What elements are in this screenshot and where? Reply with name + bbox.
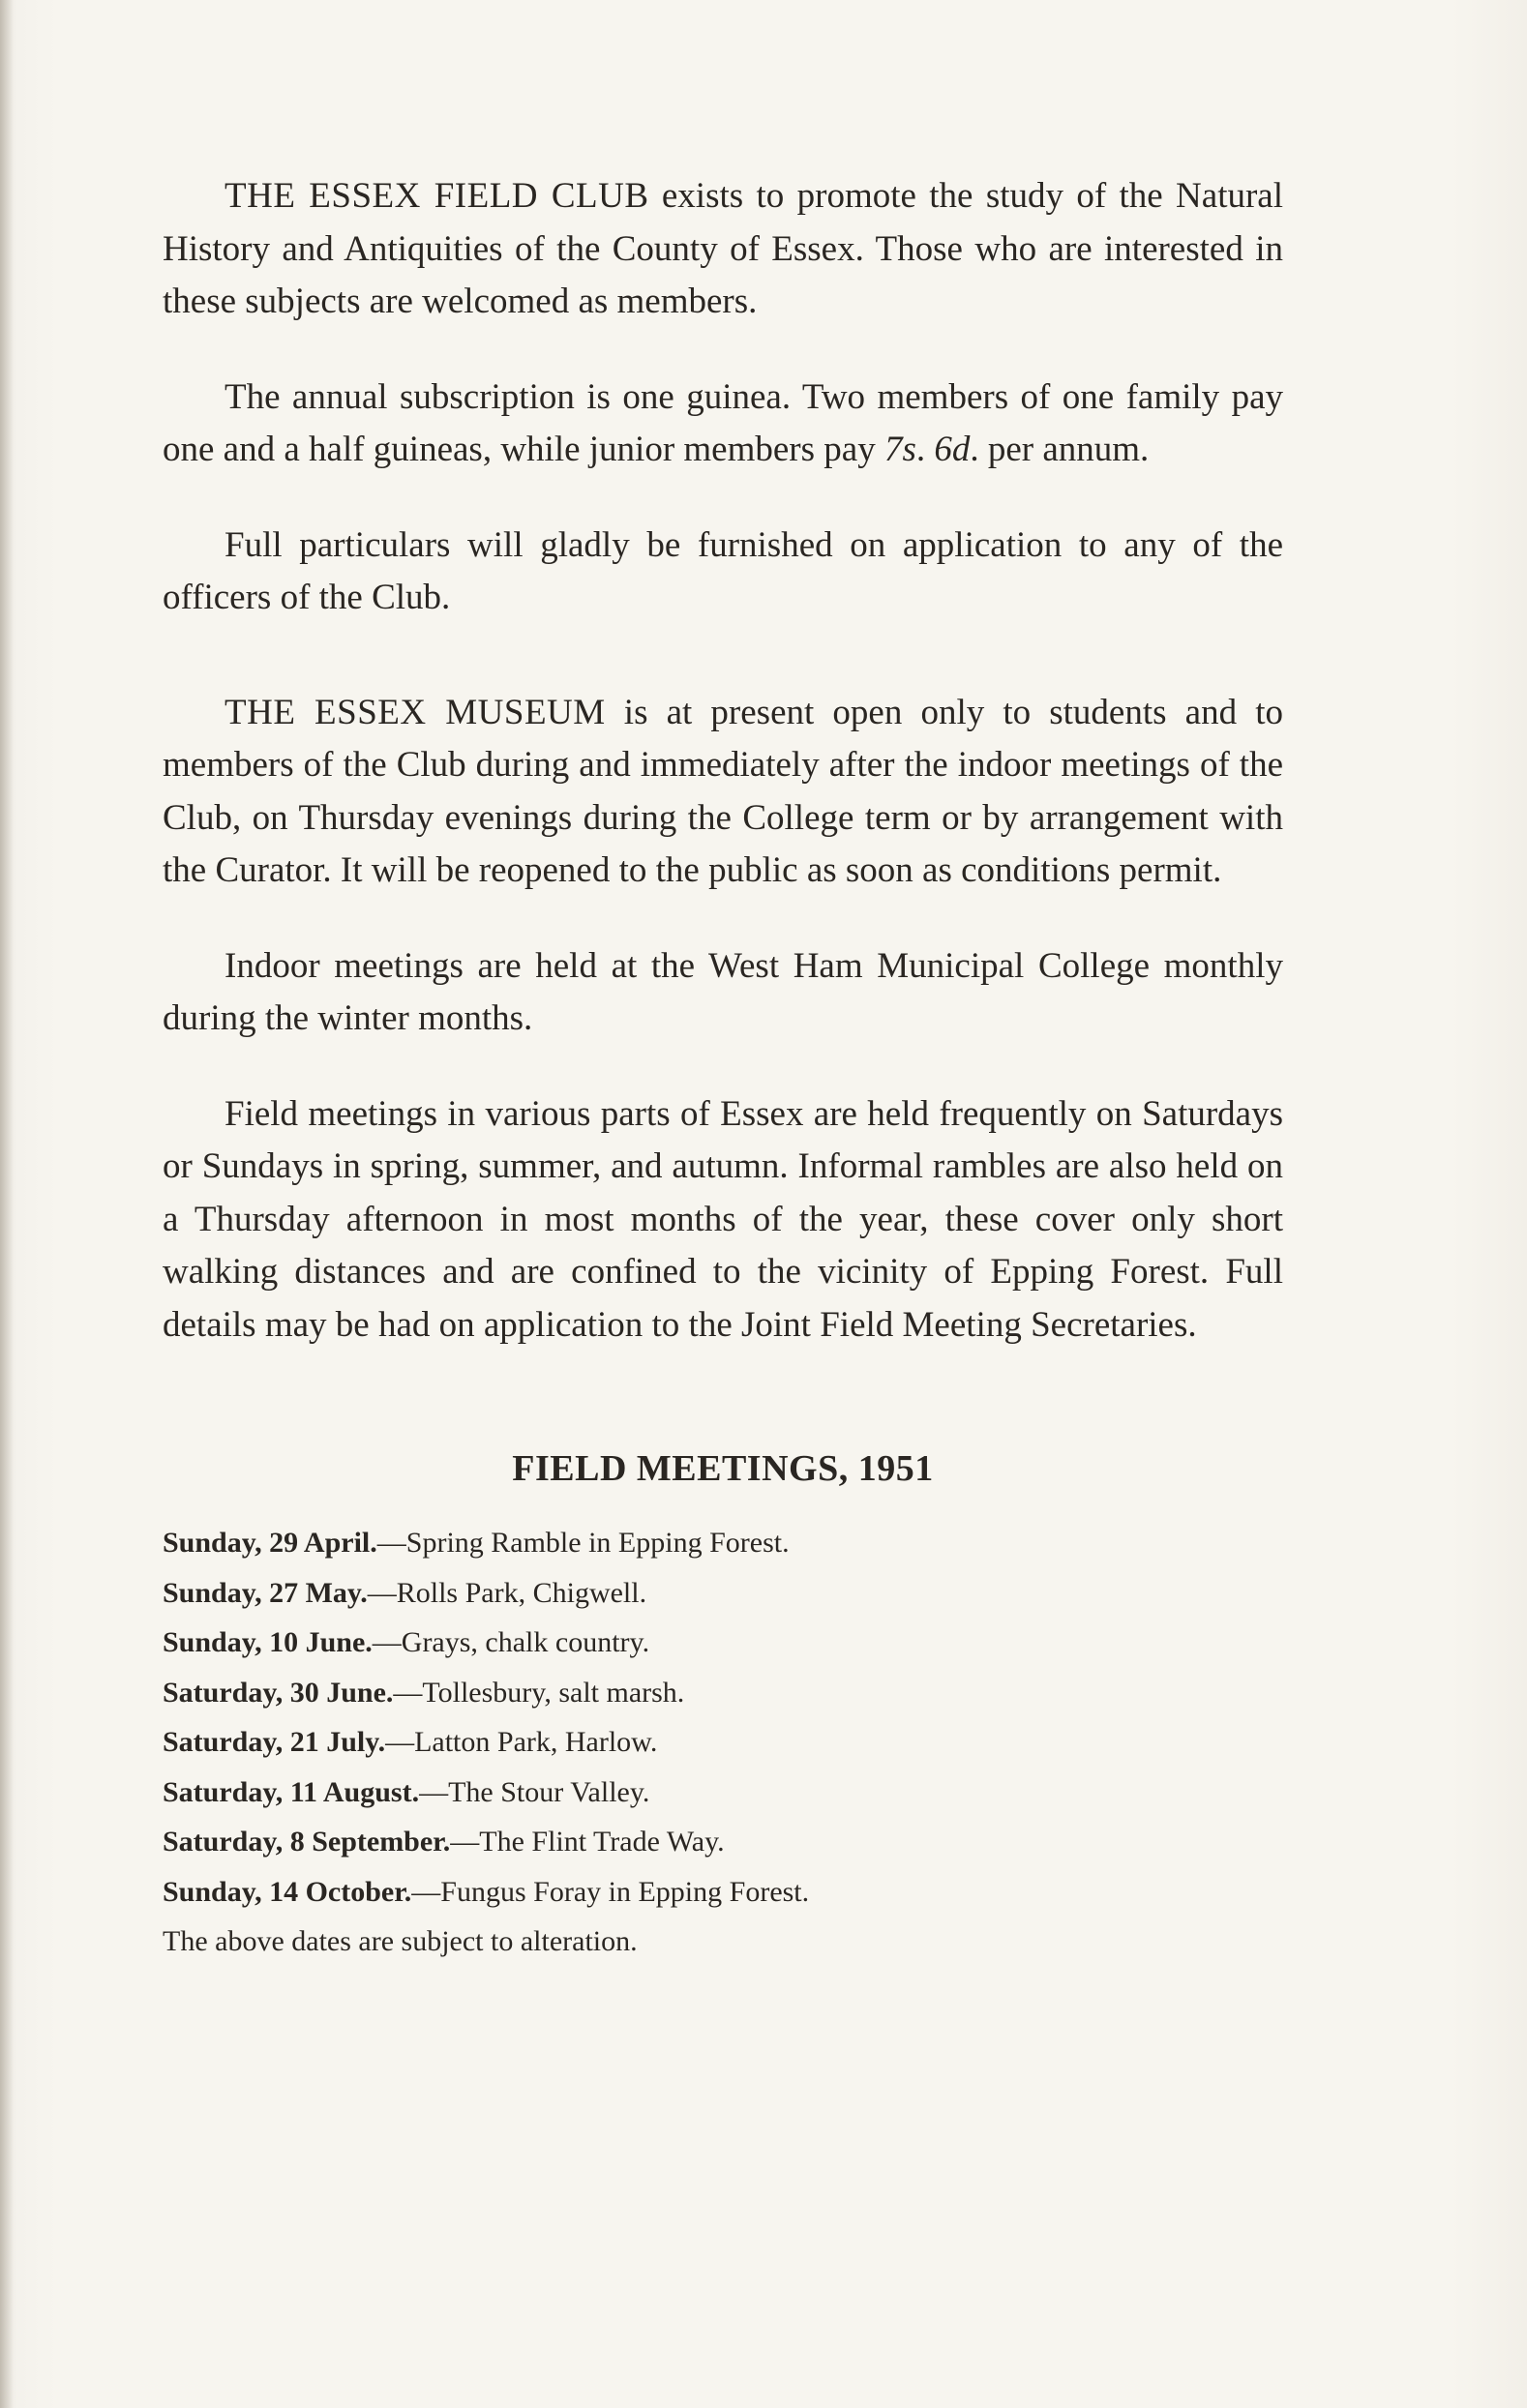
- subscription-tail: . per annum.: [970, 430, 1150, 469]
- museum-description: is at present open only to students and to members of the Club during and immediately after the indoor meetings of the Club, on Thursday evenings during the College term or by arrangement with the Curator. It will be reopened to the public as soon as conditions permit.: [163, 692, 1283, 890]
- meeting-date: Saturday, 30 June.: [163, 1676, 394, 1709]
- meeting-description: —Grays, chalk country.: [372, 1626, 650, 1658]
- meeting-date: Saturday, 11 August.: [163, 1775, 420, 1808]
- meeting-description: —Fungus Foray in Epping Forest.: [411, 1875, 810, 1908]
- binding-shadow: [0, 0, 14, 2408]
- meeting-item: [163, 1768, 1283, 1818]
- subscription-pence: 6d: [934, 430, 971, 469]
- meeting-date: Sunday, 29 April.: [163, 1527, 377, 1559]
- club-paragraph: [163, 170, 1283, 329]
- meeting-date: Saturday, 21 July.: [163, 1726, 386, 1758]
- meeting-description: —Rolls Park, Chigwell.: [367, 1576, 647, 1609]
- meeting-item: [163, 1867, 1283, 1917]
- page-content: [163, 170, 1283, 1967]
- meeting-item: [163, 1518, 1283, 1568]
- club-description: exists to promote the study of the Natural History and Antiquities of the County of Essex. Those who are interested in these subjects are welcomed as members.: [163, 176, 1283, 321]
- meeting-item: [163, 1568, 1283, 1619]
- meeting-item: [163, 1618, 1283, 1668]
- meeting-item: [163, 1668, 1283, 1718]
- particulars-paragraph: Full particulars will gladly be furnished on application to any of the officers of the Club.: [163, 524, 1283, 617]
- indoor-meetings-paragraph: Indoor meetings are held at the West Ham Municipal College monthly during the winter months.: [163, 945, 1283, 1038]
- meeting-description: —Spring Ramble in Epping Forest.: [376, 1527, 790, 1559]
- meeting-item: [163, 1717, 1283, 1768]
- subscription-text: The annual subscription is one guinea. Two members of one family pay one and a half guineas, while junior members pay: [163, 376, 1283, 469]
- field-meetings-list: [163, 1518, 1283, 1917]
- meeting-description: —Latton Park, Harlow.: [385, 1726, 658, 1758]
- meeting-description: —The Flint Trade Way.: [450, 1826, 725, 1858]
- alteration-note: The above dates are subject to alteration.: [163, 1925, 638, 1957]
- field-meetings-paragraph: Field meetings in various parts of Essex are held frequently on Saturdays or Sundays in spring, summer, and autumn. Informal rambles are also held on a Thursday afternoon in most months of the year, these cover only short walking distances and are confined to the vicinity of Epping Forest. Full details may be had on application to the Joint Field Meeting Secretaries.: [163, 1093, 1283, 1345]
- meeting-date: Saturday, 8 September.: [163, 1826, 451, 1858]
- meeting-date: Sunday, 10 June.: [163, 1626, 373, 1658]
- meeting-date: Sunday, 14 October.: [163, 1875, 412, 1908]
- subscription-separator: .: [915, 430, 935, 469]
- museum-name: THE ESSEX MUSEUM: [225, 692, 606, 732]
- field-meetings-heading: FIELD MEETINGS, 1951: [512, 1448, 934, 1489]
- museum-paragraph: [163, 687, 1283, 898]
- meeting-date: Sunday, 27 May.: [163, 1576, 368, 1609]
- subscription-shillings: 7s: [883, 430, 916, 469]
- meeting-description: —The Stour Valley.: [419, 1775, 650, 1808]
- meeting-item: [163, 1817, 1283, 1867]
- subscription-paragraph: [163, 372, 1283, 477]
- meeting-description: —Tollesbury, salt marsh.: [393, 1676, 685, 1709]
- club-name: THE ESSEX FIELD CLUB: [225, 176, 649, 216]
